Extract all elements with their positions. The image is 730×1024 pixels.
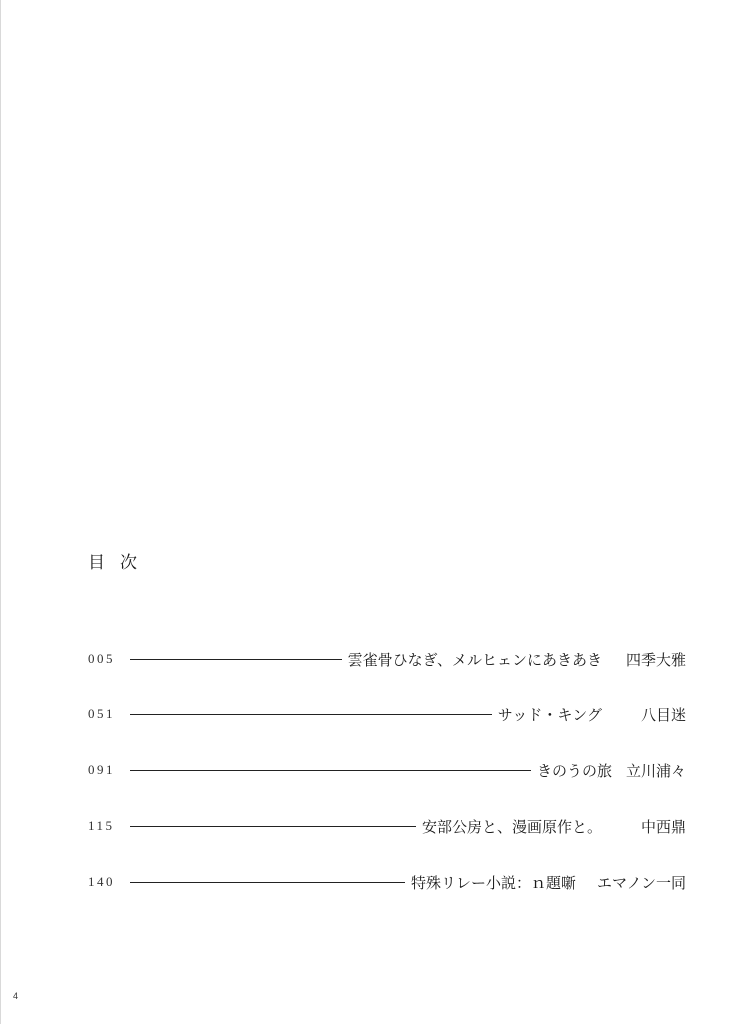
toc-entry: [88, 703, 686, 725]
toc-entry-author: 八目迷: [640, 705, 686, 724]
toc-entry-title: 特殊リレー小説：ｎ題噺: [410, 873, 576, 892]
toc-entry-author: 四季大雅: [625, 650, 686, 669]
toc-entry-page: 115: [88, 818, 115, 833]
toc-entry-page: 091: [88, 762, 115, 777]
toc-entry-title: きのうの旅: [536, 761, 612, 780]
toc-entry-author: 中西鼎: [640, 817, 686, 836]
toc-entry-page: 005: [88, 651, 115, 666]
page-edge-line: [0, 0, 1, 1024]
toc-leader-line: [130, 659, 342, 660]
toc-entry-author: 立川浦々: [625, 761, 686, 780]
toc-entry-page: 051: [88, 706, 115, 721]
toc-entry-author: エマノン一同: [597, 873, 686, 892]
page-number: 4: [13, 991, 19, 1001]
toc-entry: [88, 759, 686, 781]
toc-heading: 目次: [88, 553, 152, 573]
toc-entry: [88, 871, 686, 893]
toc-entry: [88, 648, 686, 670]
toc-leader-line: [130, 826, 416, 827]
toc-leader-line: [130, 770, 531, 771]
toc-leader-line: [130, 882, 405, 883]
toc-entry-page: 140: [88, 874, 115, 889]
toc-leader-line: [130, 714, 492, 715]
toc-entry-title: 安部公房と、漫画原作と。: [421, 817, 602, 836]
toc-entry-title: サッド・キング: [497, 705, 602, 724]
toc-entry: [88, 815, 686, 837]
toc-entry-title: 雲雀骨ひなぎ、メルヒェンにあきあき: [347, 650, 602, 669]
